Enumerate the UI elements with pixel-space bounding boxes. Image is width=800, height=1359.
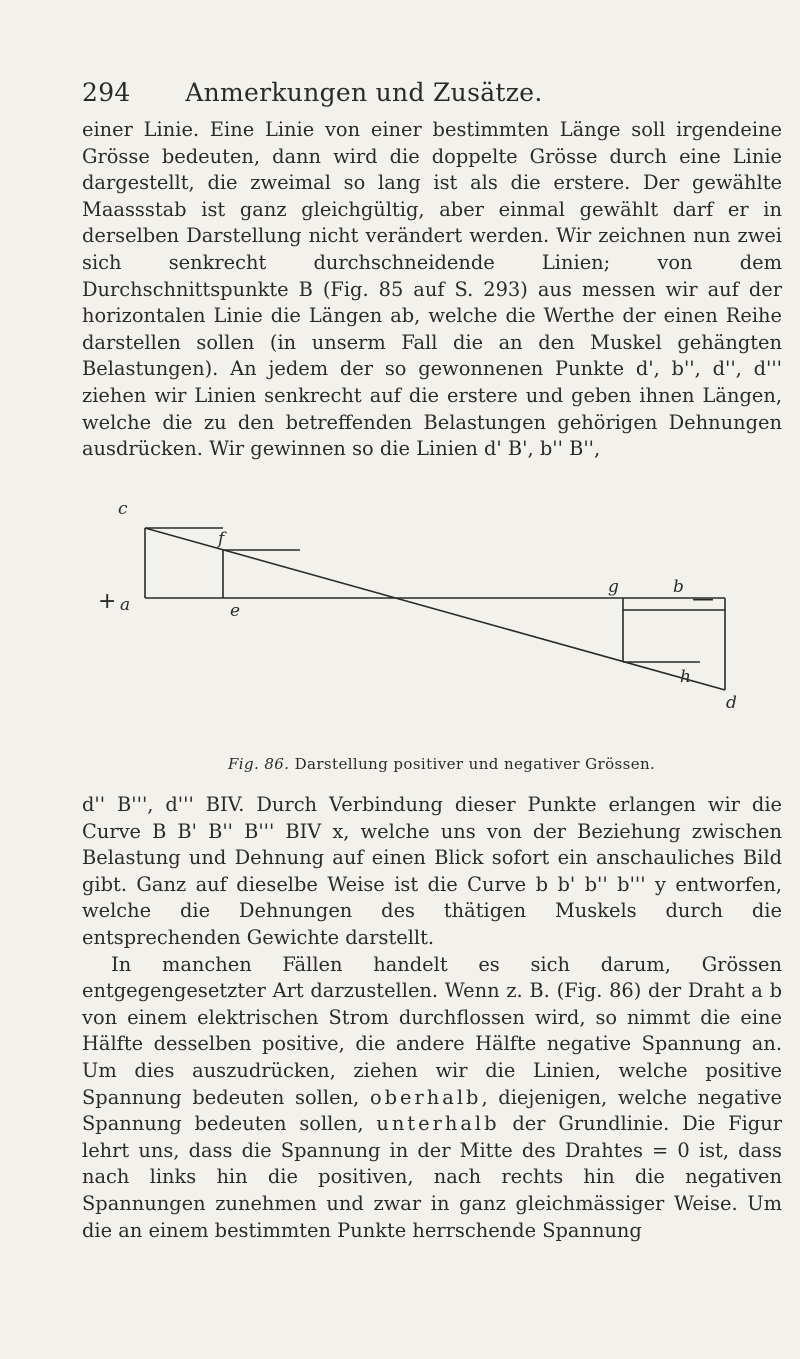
figure-86: [100, 500, 760, 770]
label-h: h: [680, 667, 691, 687]
label-b: b: [673, 577, 684, 597]
paragraph-1: [82, 117, 782, 463]
running-title: Anmerkungen und Zusätze.: [185, 78, 543, 107]
paragraph-3a: In manchen Fällen handelt es sich darum, Grössen entgegengesetzter Art darzustellen. Wenn z. B. (Fig. 86) der Draht a b von einem elektrischen Strom durchflossen wird, so nimmt die eine Hälfte desselben positive, die andere Hälfte negative Spannung an. Um dies auszudrücken, ziehen wir die Linien, welche positive Spannung bedeuten sollen,: [82, 952, 782, 1109]
paragraph-1-text: einer Linie. Eine Linie von einer bestimmten Länge soll irgendeine Grösse bedeuten, dann wird die doppelte Grösse durch eine Linie dargestellt, die zweimal so lang ist als die erstere. Der gewählte Maassstab ist ganz gleichgültig, aber einmal gewählt darf er in derselben Darstellung nicht verändert werden. Wir zeichnen nun zwei sich senkrecht durchschneidende Linien; von dem Durchschnittspunkte B (Fig. 85 auf S. 293) aus messen wir auf der horizontalen Linie die Längen ab, welche die Werthe der einen Reihe darstellen sollen (in unserm Fall die an den Muskel gehängten Belastungen). An jedem der so gewonnenen Punkte d', b'', d'', d''' ziehen wir Linien senkrecht auf die erstere und geben ihnen Längen, welche die zu den betreffenden Belastungen gehörigen Dehnungen ausdrücken. Wir gewinnen so die Linien d' B', b'' B'',: [82, 118, 782, 461]
paragraph-3-oberhalb: oberhalb: [369, 1085, 482, 1109]
page-header: [82, 78, 782, 107]
caption-text: Darstellung positiver und negativer Grössen.: [294, 755, 656, 773]
paragraph-3: [82, 952, 782, 1245]
label-e: e: [230, 601, 241, 621]
label-f: f: [218, 529, 225, 549]
label-a: a: [120, 595, 131, 615]
label-d: d: [726, 693, 737, 713]
paragraph-3-unterhalb: unterhalb: [376, 1112, 500, 1136]
figure-86-diagram: [100, 500, 760, 770]
paragraph-3c: der Grundlinie. Die Figur lehrt uns, dass die Spannung in der Mitte des Drahtes = 0 ist, dass nach links hin die positiven, nach rechts hin die negativen Spannungen zunehmen und zwar in ganz gleichmässiger Weise. Um die an einem bestimmten Punkte herrschende Spannung: [82, 1112, 782, 1242]
paragraph-2: [82, 792, 782, 1244]
figure-caption: [228, 755, 748, 773]
label-c: c: [118, 499, 128, 519]
label-plus: +: [98, 589, 117, 614]
paragraph-3b: , diejenigen, welche negative Spannung bedeuten sollen,: [82, 1085, 782, 1136]
label-minus: —: [692, 587, 714, 612]
paragraph-2-text: d'' B''', d''' BIV. Durch Verbindung dieser Punkte erlangen wir die Curve B B' B'' B''' BIV x, welche uns von der Beziehung zwischen Belastung und Dehnung auf einen Blick sofort ein anschauliches Bild gibt. Ganz auf dieselbe Weise ist die Curve b b' b'' b''' y entworfen, welche die Dehnungen des thätigen Muskels durch die entsprechenden Gewichte darstellt.: [82, 793, 782, 949]
caption-number: Fig. 86.: [228, 755, 290, 773]
label-g: g: [608, 577, 619, 597]
page-number: 294: [82, 78, 131, 107]
